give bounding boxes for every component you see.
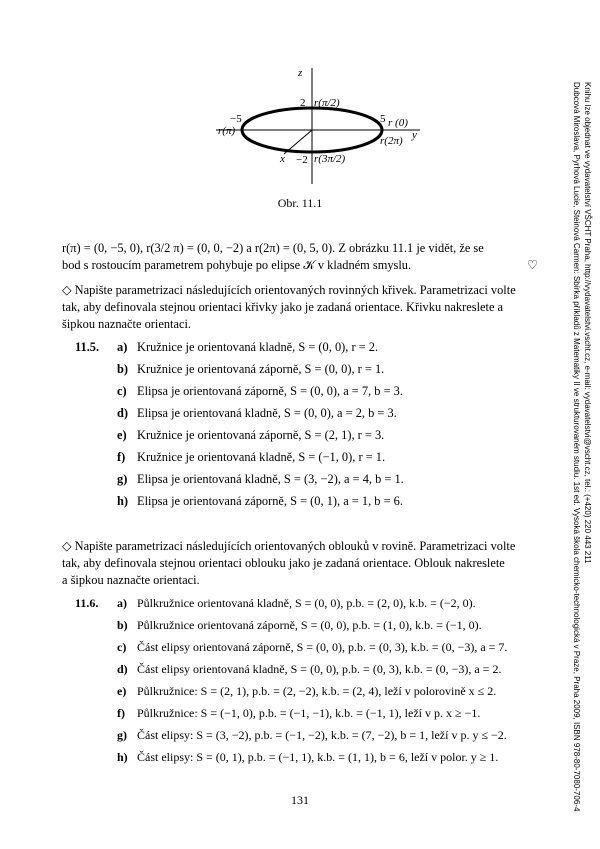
label-r-pi-half: r(π/2) [314, 97, 340, 109]
exercise-item [117, 706, 480, 721]
item-label: b) [117, 362, 129, 376]
exercise-item [117, 728, 507, 743]
item-label: e) [117, 428, 127, 442]
item-label: g) [117, 728, 127, 742]
exercise-item [117, 494, 403, 509]
page-number: 131 [291, 793, 309, 807]
exercise-11-5 [75, 340, 545, 520]
item-label: d) [117, 406, 129, 420]
exercise-item [117, 750, 498, 765]
exercise-item [117, 662, 501, 677]
axis-z-label: z [298, 67, 303, 79]
exercise-item [117, 472, 404, 487]
exercise-item [117, 384, 403, 399]
side-note-svg [566, 82, 592, 812]
item-text: Elipsa je orientovaná záporně, S = (0, 0), a = 7, b = 3. [137, 384, 403, 398]
item-label: a) [117, 596, 127, 610]
item-label: d) [117, 662, 128, 676]
exercise-item [117, 450, 385, 465]
figure-caption: Obr. 11.1 [277, 196, 323, 210]
label-r-2pi: r(2π) [380, 135, 403, 147]
label-r-pi: r(π) [218, 125, 236, 137]
item-text: Elipsa je orientovaná záporně, S = (0, 1), a = 1, b = 6. [137, 494, 403, 508]
label-r-zero: r (0) [388, 117, 408, 129]
item-label: h) [117, 494, 129, 508]
exercise-number: 11.5. [75, 340, 100, 354]
exercise-item [117, 618, 482, 633]
axis-x-label: x [280, 153, 285, 165]
item-text: Část elipsy orientovaná záporně, S = (0, 0), p.b. = (0, 3), k.b. = (0, −3), a = 7. [137, 640, 508, 654]
intro-line-2: bod s rostoucím parametrem pohybuje po elipse 𝒦 v kladném smyslu. [62, 258, 412, 272]
end-of-solution-icon: ♡ [526, 258, 538, 272]
item-label: b) [117, 618, 128, 632]
exercise-item [117, 340, 378, 355]
item-text: Kružnice je orientovaná záporně, S = (2, 1), r = 3. [137, 428, 385, 442]
item-text: Půlkružnice: S = (2, 1), p.b. = (2, −2), k.b. = (2, 4), leží v polorovině x ≤ 2. [137, 684, 497, 698]
exercise-item [117, 596, 476, 611]
task2-line-1: ◇ Napište parametrizaci následujících orientovaných oblouků v rovině. Parametrizaci volte [62, 539, 516, 553]
item-text: Část elipsy orientovaná kladně, S = (0, 0), p.b. = (0, 3), k.b. = (0, −3), a = 2. [137, 662, 502, 676]
item-text: Půlkružnice orientovaná kladně, S = (0, 0), p.b. = (2, 0), k.b. = (−2, 0). [137, 596, 476, 610]
item-label: h) [117, 750, 128, 764]
item-text: Kružnice je orientovaná záporně, S = (0, 0), r = 1. [137, 362, 385, 376]
item-label: c) [117, 384, 127, 398]
task1-line-3: šipkou naznačte orientaci. [62, 317, 192, 331]
side-note-line-2: Knihu lze objednat ve vydavatelství VŠCHT Praha, http://vydavatelstvi.vscht.cz, e-mail: vydavatelstvi@vscht.cz, tel.: (+420) 220 443 211 [583, 82, 592, 564]
intro-line-1: r(π) = (0, −5, 0), r(3/2 π) = (0, 0, −2) a r(2π) = (0, 5, 0). Z obrázku 11.1 je vidět, že se [62, 241, 484, 255]
item-label: f) [117, 450, 126, 464]
item-text: Elipsa je orientovaná kladně, S = (0, 0), a = 2, b = 3. [137, 406, 397, 420]
intro-line-2-wrap [62, 257, 538, 274]
tick-5: 5 [380, 113, 386, 125]
axis-y-label: y [412, 129, 417, 141]
exercise-item [117, 428, 384, 443]
exercise-item [117, 362, 384, 377]
item-text: Kružnice je orientovaná kladně, S = (−1, 0), r = 1. [137, 450, 386, 464]
task2-line-2: tak, aby definovala stejnou orientaci oblouku jako je zadaná orientace. Oblouk nakreslete [62, 556, 505, 570]
item-label: f) [117, 706, 125, 720]
tick-minus5: −5 [230, 113, 242, 125]
exercise-number: 11.6. [75, 596, 99, 610]
task2-paragraph [62, 538, 538, 589]
task1-line-2: tak, aby definovala stejnou orientaci křivky jako je zadaná orientace. Křivku nakreslete a [62, 300, 504, 314]
label-r-3pi-half: r(3π/2) [314, 153, 346, 165]
item-text: Půlkružnice: S = (−1, 0), p.b. = (−1, −1), k.b. = (−1, 1), leží v p. x ≥ −1. [137, 706, 481, 720]
item-text: Část elipsy: S = (0, 1), p.b. = (−1, 1), k.b. = (1, 1), b = 6, leží v polor. y ≥ 1. [137, 750, 499, 764]
task1-line-1: ◇ Napište parametrizaci následujících orientovaných rovinných křivek. Parametrizaci volte [62, 283, 516, 297]
figure-ellipse [196, 62, 424, 192]
item-text: Část elipsy: S = (3, −2), p.b. = (−1, −2), k.b. = (7, −2), b = 1, leží v p. y ≤ −2. [137, 728, 507, 742]
item-text: Kružnice je orientovaná kladně, S = (0, 0), r = 2. [137, 340, 379, 354]
tick-2: 2 [300, 97, 306, 109]
item-label: a) [117, 340, 128, 354]
item-label: c) [117, 640, 127, 654]
exercise-11-6 [75, 596, 545, 776]
side-note-line-1: Dubcová Miroslava, Pyrhová Lucie, Steinová Carmen: Sbírka příkladů z Matematiky II ve strukturovaném studiu. 1st ed. Vysoká škola chemicko-technologická v Praze, Praha 2009, ISBN 978-80-7080-706-4 [572, 82, 581, 812]
item-label: e) [117, 684, 127, 698]
task2-line-3: a šipkou naznačte orientaci. [62, 573, 200, 587]
task1-paragraph [62, 282, 538, 333]
tick-minus2: −2 [296, 154, 308, 166]
intro-paragraph [62, 240, 538, 274]
item-text: Půlkružnice orientovaná záporně, S = (0, 0), p.b. = (1, 0), k.b. = (−1, 0). [137, 618, 482, 632]
exercise-item [117, 406, 397, 421]
item-label: g) [117, 472, 128, 486]
side-note [566, 82, 592, 812]
exercise-item [117, 684, 496, 699]
item-text: Elipsa je orientovaná kladně, S = (3, −2), a = 4, b = 1. [137, 472, 404, 486]
ellipse-diagram [196, 62, 424, 192]
exercise-item [117, 640, 507, 655]
